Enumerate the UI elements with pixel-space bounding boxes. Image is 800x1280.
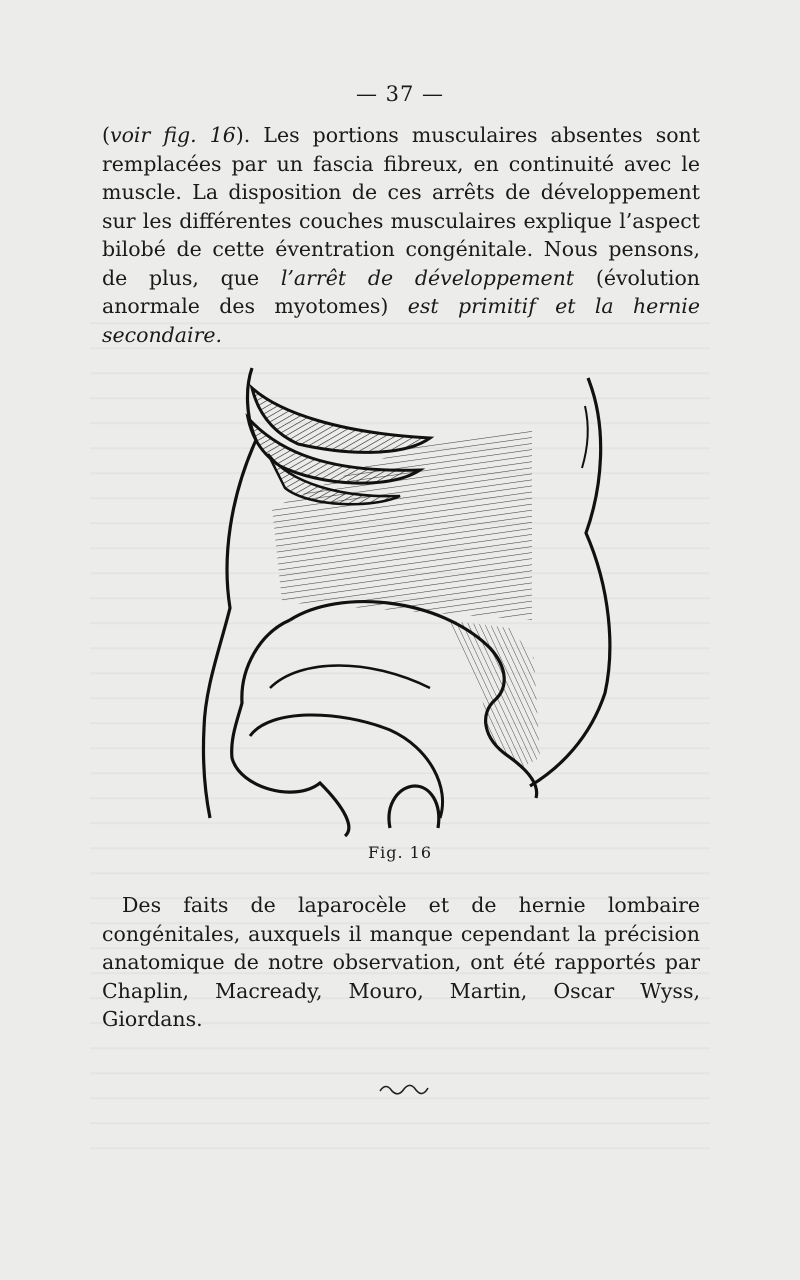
text-run: ( bbox=[102, 123, 110, 147]
right-contour bbox=[530, 378, 610, 786]
left-contour bbox=[203, 368, 256, 818]
emphasis-text: est primitif et la hernie secondaire. bbox=[102, 294, 700, 347]
bottom-paragraph-text: Des faits de laparocèle et de hernie lombaire congénitales, auxquels il manque cependant la précision anatomique de notre observation, ont été rapportés par Chaplin, Macready, Mouro, Martin, Oscar Wyss, Giordans. bbox=[102, 893, 700, 1031]
text-run: ). Les portions musculaires absentes sont remplacées par un fascia fibreux, en continuité avec le muscle. La disposition de ces arrêts de développement sur les différentes couches musculaires explique l’aspect bilobé de cette éventration congénitale. Nous pensons, de plus, que bbox=[102, 123, 700, 290]
anatomical-figure bbox=[190, 358, 620, 838]
right-accent bbox=[582, 406, 588, 468]
top-paragraph bbox=[102, 121, 700, 349]
hernia-outline bbox=[232, 620, 349, 836]
ornament-tilde bbox=[378, 1082, 430, 1096]
lower-muscle-zone bbox=[445, 620, 540, 768]
hernia-inner-curve bbox=[270, 666, 430, 689]
figure-caption: Fig. 16 bbox=[368, 843, 432, 862]
emphasis-text: l’arrêt de développement bbox=[280, 265, 575, 290]
page-number: — 37 — bbox=[355, 82, 445, 106]
navel bbox=[389, 786, 439, 828]
text-run: (évolution anormale des myotomes) bbox=[102, 265, 700, 318]
hernia-inner-lower bbox=[250, 715, 443, 818]
bottom-paragraph bbox=[102, 891, 700, 1034]
figure-reference: voir fig. 16 bbox=[110, 123, 236, 147]
top-paragraph-text bbox=[102, 121, 700, 349]
